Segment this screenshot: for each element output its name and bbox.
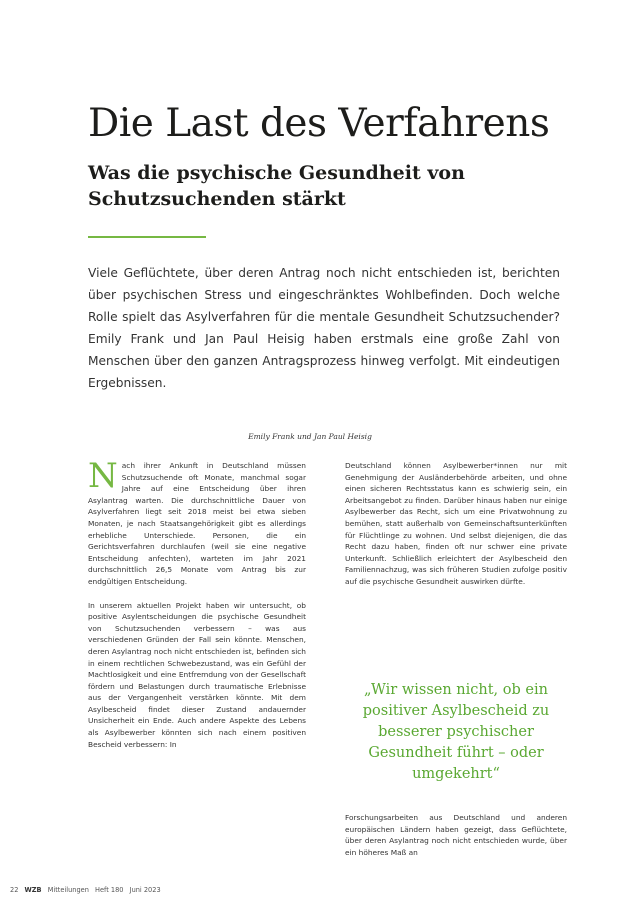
right-column-continued bbox=[345, 812, 567, 870]
left-paragraph-1-text: ach ihrer Ankunft in Deutschland müssen Schutzsuchende oft Monate, manchmal sogar Jahre auf eine Entscheidung über ihren Asylantrag warten. Die durchschnittliche Dauer von Asylverfahren liegt seit 2018 meist bei etwa sieben Monaten, je nach Staatsangehörigkeit gibt es allerdings erhebliche Unterschiede. Personen, die ein Gerichtsverfahren durchlaufen (weil sie eine negative Entscheidung anfechten), warteten im Jahr 2021 durchschnittlich 26,5 Monate vom Antrag bis zur endgültigen Entscheidung. bbox=[88, 461, 306, 586]
accent-divider bbox=[88, 236, 206, 238]
byline: Emily Frank und Jan Paul Heisig bbox=[248, 432, 372, 441]
journal-name: WZB bbox=[24, 886, 42, 894]
journal-series: Mitteilungen bbox=[47, 886, 89, 894]
left-column bbox=[88, 456, 306, 762]
right-paragraph-2: Forschungsarbeiten aus Deutschland und anderen europäischen Ländern haben gezeigt, dass Geflüchtete, über deren Asylantrag noch nicht entschieden wurde, über ein höheres Maß an bbox=[345, 813, 567, 857]
right-paragraph-1: Deutschland können Asylbewerber*innen nur mit Genehmigung der Ausländerbehörde arbeiten, und ohne einen sicheren Rechtsstatus kann es schwierig sein, ein Arbeitsangebot zu finden. Darüber hinaus haben nur einige Asylbewerber das Recht, sich um eine Privatwohnung zu bemühen, statt außerhalb von Gemeinschaftsunterkünften für Flüchtlinge zu wohnen. Und selbst diejenigen, die das Recht dazu haben, finden oft nur schwer eine private Unterkunft. Schließlich erleichtert der Asylbescheid den Familiennachzug, was sich früheren Studien zufolge positiv auf die psychische Gesundheit auswirken dürfte. bbox=[345, 461, 567, 586]
issue-number: Heft 180 bbox=[95, 886, 124, 894]
subtitle: Was die psychische Gesundheit von Schutzsuchenden stärkt bbox=[88, 162, 465, 210]
left-paragraph-1 bbox=[88, 456, 306, 588]
lead-paragraph: Viele Geflüchtete, über deren Antrag noch nicht entschieden ist, berichten über psychischen Stress und eingeschränktes Wohlbefinden. Doch welche Rolle spielt das Asylverfahren für die mentale Gesundheit Schutzsuchender? Emily Frank und Jan Paul Heisig haben erstmals eine große Zahl von Menschen über den ganzen Antragsprozess hinweg verfolgt. Mit eindeutigen Ergebnissen. bbox=[88, 266, 560, 390]
drop-cap: N bbox=[88, 456, 118, 496]
left-paragraph-2: In unserem aktuellen Projekt haben wir untersucht, ob positive Asylentscheidungen die psychische Gesundheit von Schutzsuchenden verbessern – was aus verschiedenen Gründen der Fall sein könnte. Menschen, deren Asylantrag noch nicht entschieden ist, befinden sich in einem rechtlichen Schwebezustand, was ein Gefühl der Machtlosigkeit und eine Entfremdung von der Gesellschaft fördern und Belastungen durch traumatische Erlebnisse aus der Vergangenheit verstärken könnte. Mit dem Asylbescheid findet dieser Zustand andauernder Unsicherheit ein Ende. Auch andere Aspekte des Lebens als Asylbewerber könnten sich nach einem positiven Bescheid verbessern: In bbox=[88, 600, 306, 749]
page-footer bbox=[10, 886, 165, 894]
right-column bbox=[345, 460, 567, 600]
pull-quote: „Wir wissen nicht, ob ein positiver Asylbescheid zu besserer psychischer Gesundheit führt – oder umgekehrt“ bbox=[362, 682, 550, 782]
page-title: Die Last des Verfahrens bbox=[88, 101, 550, 146]
page-number: 22 bbox=[10, 886, 19, 894]
issue-date: Juni 2023 bbox=[129, 886, 161, 894]
